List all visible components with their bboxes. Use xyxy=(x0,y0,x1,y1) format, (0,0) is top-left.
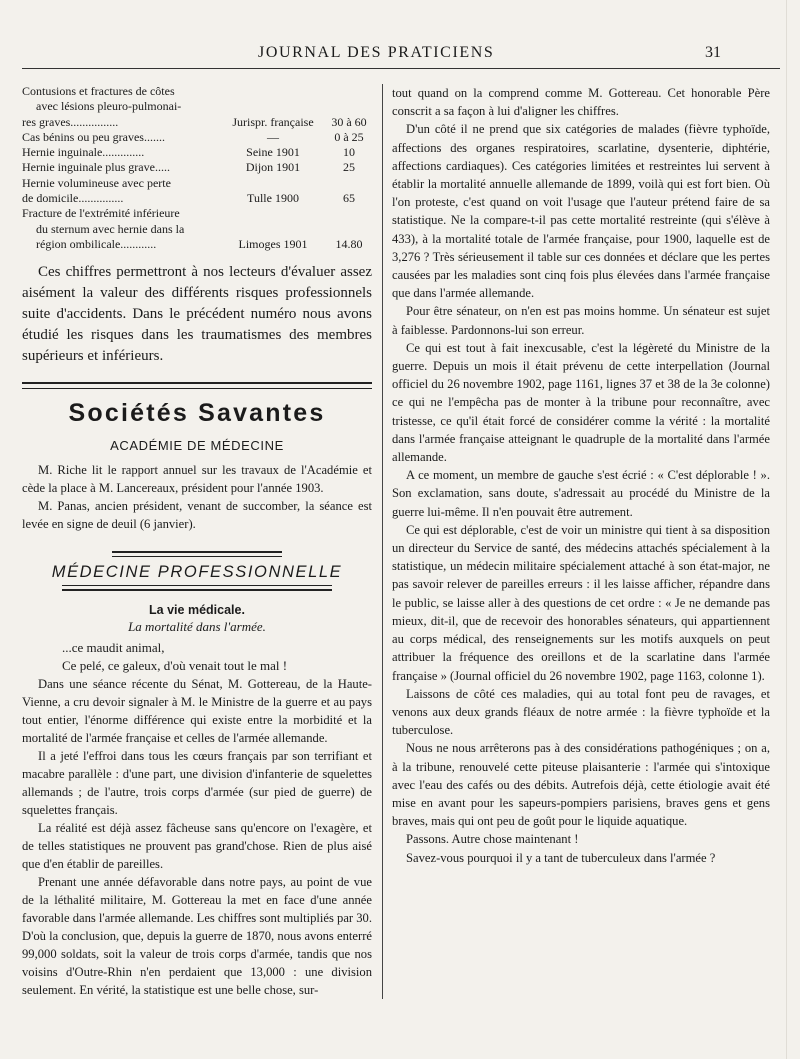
left-column xyxy=(22,84,372,999)
article-title: La vie médicale. xyxy=(149,603,245,618)
page-header xyxy=(0,44,800,66)
paragraph: Pour être sénateur, on n'en est pas moins homme. Un sénateur est sujet à faiblesse. Pardonnons-lui son erreur. xyxy=(392,304,770,337)
article-subtitle: La mortalité dans l'armée. xyxy=(128,619,266,635)
paragraph: tout quand on la comprend comme M. Gottereau. Cet honorable Père conscrit a sa façon à lui d'aligner les chiffres. xyxy=(392,86,770,119)
table-row: Hernie inguinale plus grave..... Dijon 1901 25 xyxy=(22,160,372,175)
section-rule xyxy=(62,585,332,591)
subsection-title-academie: ACADÉMIE DE MÉDECINE xyxy=(110,438,284,454)
row-value: 14.80 xyxy=(335,236,363,251)
row-place: Tulle 1900 xyxy=(247,191,299,206)
row-place: Seine 1901 xyxy=(246,145,300,160)
section-rule xyxy=(112,551,282,557)
paragraph: D'un côté il ne prend que six catégories de malades (fièvre typhoïde, affections des organes respiratoires, scarlatine, dysenterie, diphtérie, affections cardiaques). Ces catégories limitées et restreintes lui servent à établir la mortalité annuelle allemande de 1899, voilà qui est fort bien. Où l'on proteste, c'est quand on voit l'usage que l'auteur prétend faire de sa statistique. Ne la compare-t-il pas cette mortalité restreinte (qui s'élève à 433), à la mortalité totale de l'armée française, pour 1900, laquelle est de 3,276 ? Très sérieusement il table sur ces données et déclare que les pertes causées par les maladies sont cinq fois plus élevées dans l'armée française que dans l'armée allemande. xyxy=(392,122,770,301)
page-edge-shadow xyxy=(786,0,787,1059)
paragraph: Nous ne nous arrêterons pas à des considérations pathogéniques ; on a, à la tribune, renouvelé cette piteuse plaisanterie : l'armée qui s'intoxique avec l'eau des cafés ou des débits. Autrefois déjà, cette étiologie avait été mise en avant pour les sapeurs-pompiers parisiens, braves gens et gens braves, mais qui ont peu de goût pour le liquide aquatique. xyxy=(392,741,770,829)
row-value: 65 xyxy=(343,191,355,206)
row-place: Dijon 1901 xyxy=(245,160,301,175)
section-title-societes: Sociétés Savantes xyxy=(68,399,326,428)
running-title: JOURNAL DES PRATICIENS xyxy=(258,44,495,61)
paragraph: Passons. Autre chose maintenant ! xyxy=(406,832,579,847)
row-value: 30 à 60 xyxy=(331,114,367,129)
paragraph: Laissons de côté ces maladies, qui au total font peu de ravages, et venons aux deux grands fléaux de notre armée : la fièvre typhoïde et la tuberculose. xyxy=(392,686,770,738)
row-label: Contusions et fractures de côtes avec lésions pleuro-pulmonai- res graves................ xyxy=(22,84,182,129)
paragraph: Il a jeté l'effroi dans tous les cœurs français par son terrifiant et macabre parallèle : d'une part, une division d'infanterie de squelettes allemands ; de l'autre, trois corps d'armée (sur pied de guerre) de squelettes français. xyxy=(22,749,372,818)
row-place: Jurispr. française xyxy=(232,114,314,129)
risk-table xyxy=(22,84,372,252)
paragraph: A ce moment, un membre de gauche s'est écrié : « C'est déplorable ! ». Son exclamation, sans doute, s'adressait au procédé du Ministre de la guerre lui-même. Il n'en pouvait être autrement. xyxy=(392,468,770,519)
row-value: 0 à 25 xyxy=(334,129,364,144)
paragraph: M. Panas, ancien président, venant de succomber, la séance est levée en signe de deuil (6 janvier). xyxy=(22,499,372,532)
header-rule xyxy=(22,68,780,69)
paragraph: M. Riche lit le rapport annuel sur les travaux de l'Académie et cède la place à M. Lancereaux, président pour l'année 1903. xyxy=(22,463,372,496)
paragraph: Ce qui est déplorable, c'est de voir un ministre qui tient à sa disposition un directeur du Service de santé, des médecins attachés spécialement à la statistique, un médecin militaire spécialement attaché à son état-major, ne pas savoir relever de pareilles erreurs : il les laisse afficher, répandre dans le public, se laisse aller à des questions de cet ordre : « Je ne demande pas mieux, dit-il, que de recevoir des honorables sénateurs, qui appartiennent au corps médical, des renseignements sur les motifs auxquels on peut attribuer la fréquence des oreillons et de la scarlatine dans l'armée française » (Journal officiel du 26 novembre 1902, page 1163, colonne 1). xyxy=(392,522,770,683)
table-row xyxy=(22,206,372,252)
epigraph: ...ce maudit animal, Ce pelé, ce galeux, d'où venait tout le mal ! xyxy=(62,640,288,674)
row-value: 25 xyxy=(343,160,355,175)
right-column xyxy=(392,84,770,867)
table-row xyxy=(22,176,372,207)
paragraph: La réalité est déjà assez fâcheuse sans qu'encore on l'exagère, et de telles statistiques ne prouvent pas grand'chose. Rien de plus aisé que d'en établir de pareilles. xyxy=(22,821,372,872)
paragraph: Ce qui est tout à fait inexcusable, c'est la légèreté du Ministre de la guerre. Depuis un mois il était prévenu de cette interpellation (Journal officiel du 26 novembre 1902, page 1161, lignes 37 et 38 de la 3e colonne) ce qui ne l'empêcha pas de monter à la tribune pour reconnaître, avec tristesse, ce qu'il était forcé de considérer comme la vérité : la mortalité dans l'armée française atteignant le quadruple de la mortalité dans l'armée allemande. xyxy=(392,340,770,465)
row-value: 10 xyxy=(343,145,355,160)
row-label: Fracture de l'extrémité inférieure du sternum avec hernie dans la région ombilicale............ xyxy=(22,206,185,251)
table-row: Hernie inguinale.............. Seine 1901 10 xyxy=(22,145,372,160)
row-label: Hernie volumineuse avec perte de domicile............... xyxy=(22,175,171,206)
row-place: Limoges 1901 xyxy=(238,236,308,251)
column-divider xyxy=(382,84,383,999)
page-number: 31 xyxy=(705,44,721,61)
paragraph: Savez-vous pourquoi il y a tant de tuberculeux dans l'armée ? xyxy=(406,850,716,865)
row-place: — xyxy=(267,129,279,144)
table-row: Cas bénins ou peu graves....... — 0 à 25 xyxy=(22,130,372,145)
intro-paragraph: Ces chiffres permettront à nos lecteurs d'évaluer assez aisément la valeur des différents risques professionnels suite d'accidents. Dans le précédent numéro nous avons étudié les risques dans les traumatismes des membres supérieurs et inférieurs. xyxy=(22,264,372,365)
paragraph: Dans une séance récente du Sénat, M. Gottereau, de la Haute-Vienne, a cru devoir signaler à M. le Ministre de la guerre et au pays tout entier, l'énorme différence qui existe entre la morbidité et la mortalité de l'armée française et celles de l'armée allemande. xyxy=(22,677,372,746)
section-rule xyxy=(22,382,372,389)
paragraph: Prenant une année défavorable dans notre pays, au point de vue de la léthalité militaire, M. Gottereau la met en face d'une année favorable dans l'armée allemande. Les chiffres sont multipliés par 30. D'où la conclusion, que, depuis la guerre de 1870, nous avons enterré 99,000 soldats, soit la valeur de trois corps d'armée, tandis que nos voisins d'Outre-Rhin n'en perdaient que 13,000 : une division seulement. En vérité, la statistique est une belle chose, sur- xyxy=(22,875,372,998)
section-title-medecine: MÉDECINE PROFESSIONNELLE xyxy=(51,563,343,582)
table-row xyxy=(22,84,372,130)
